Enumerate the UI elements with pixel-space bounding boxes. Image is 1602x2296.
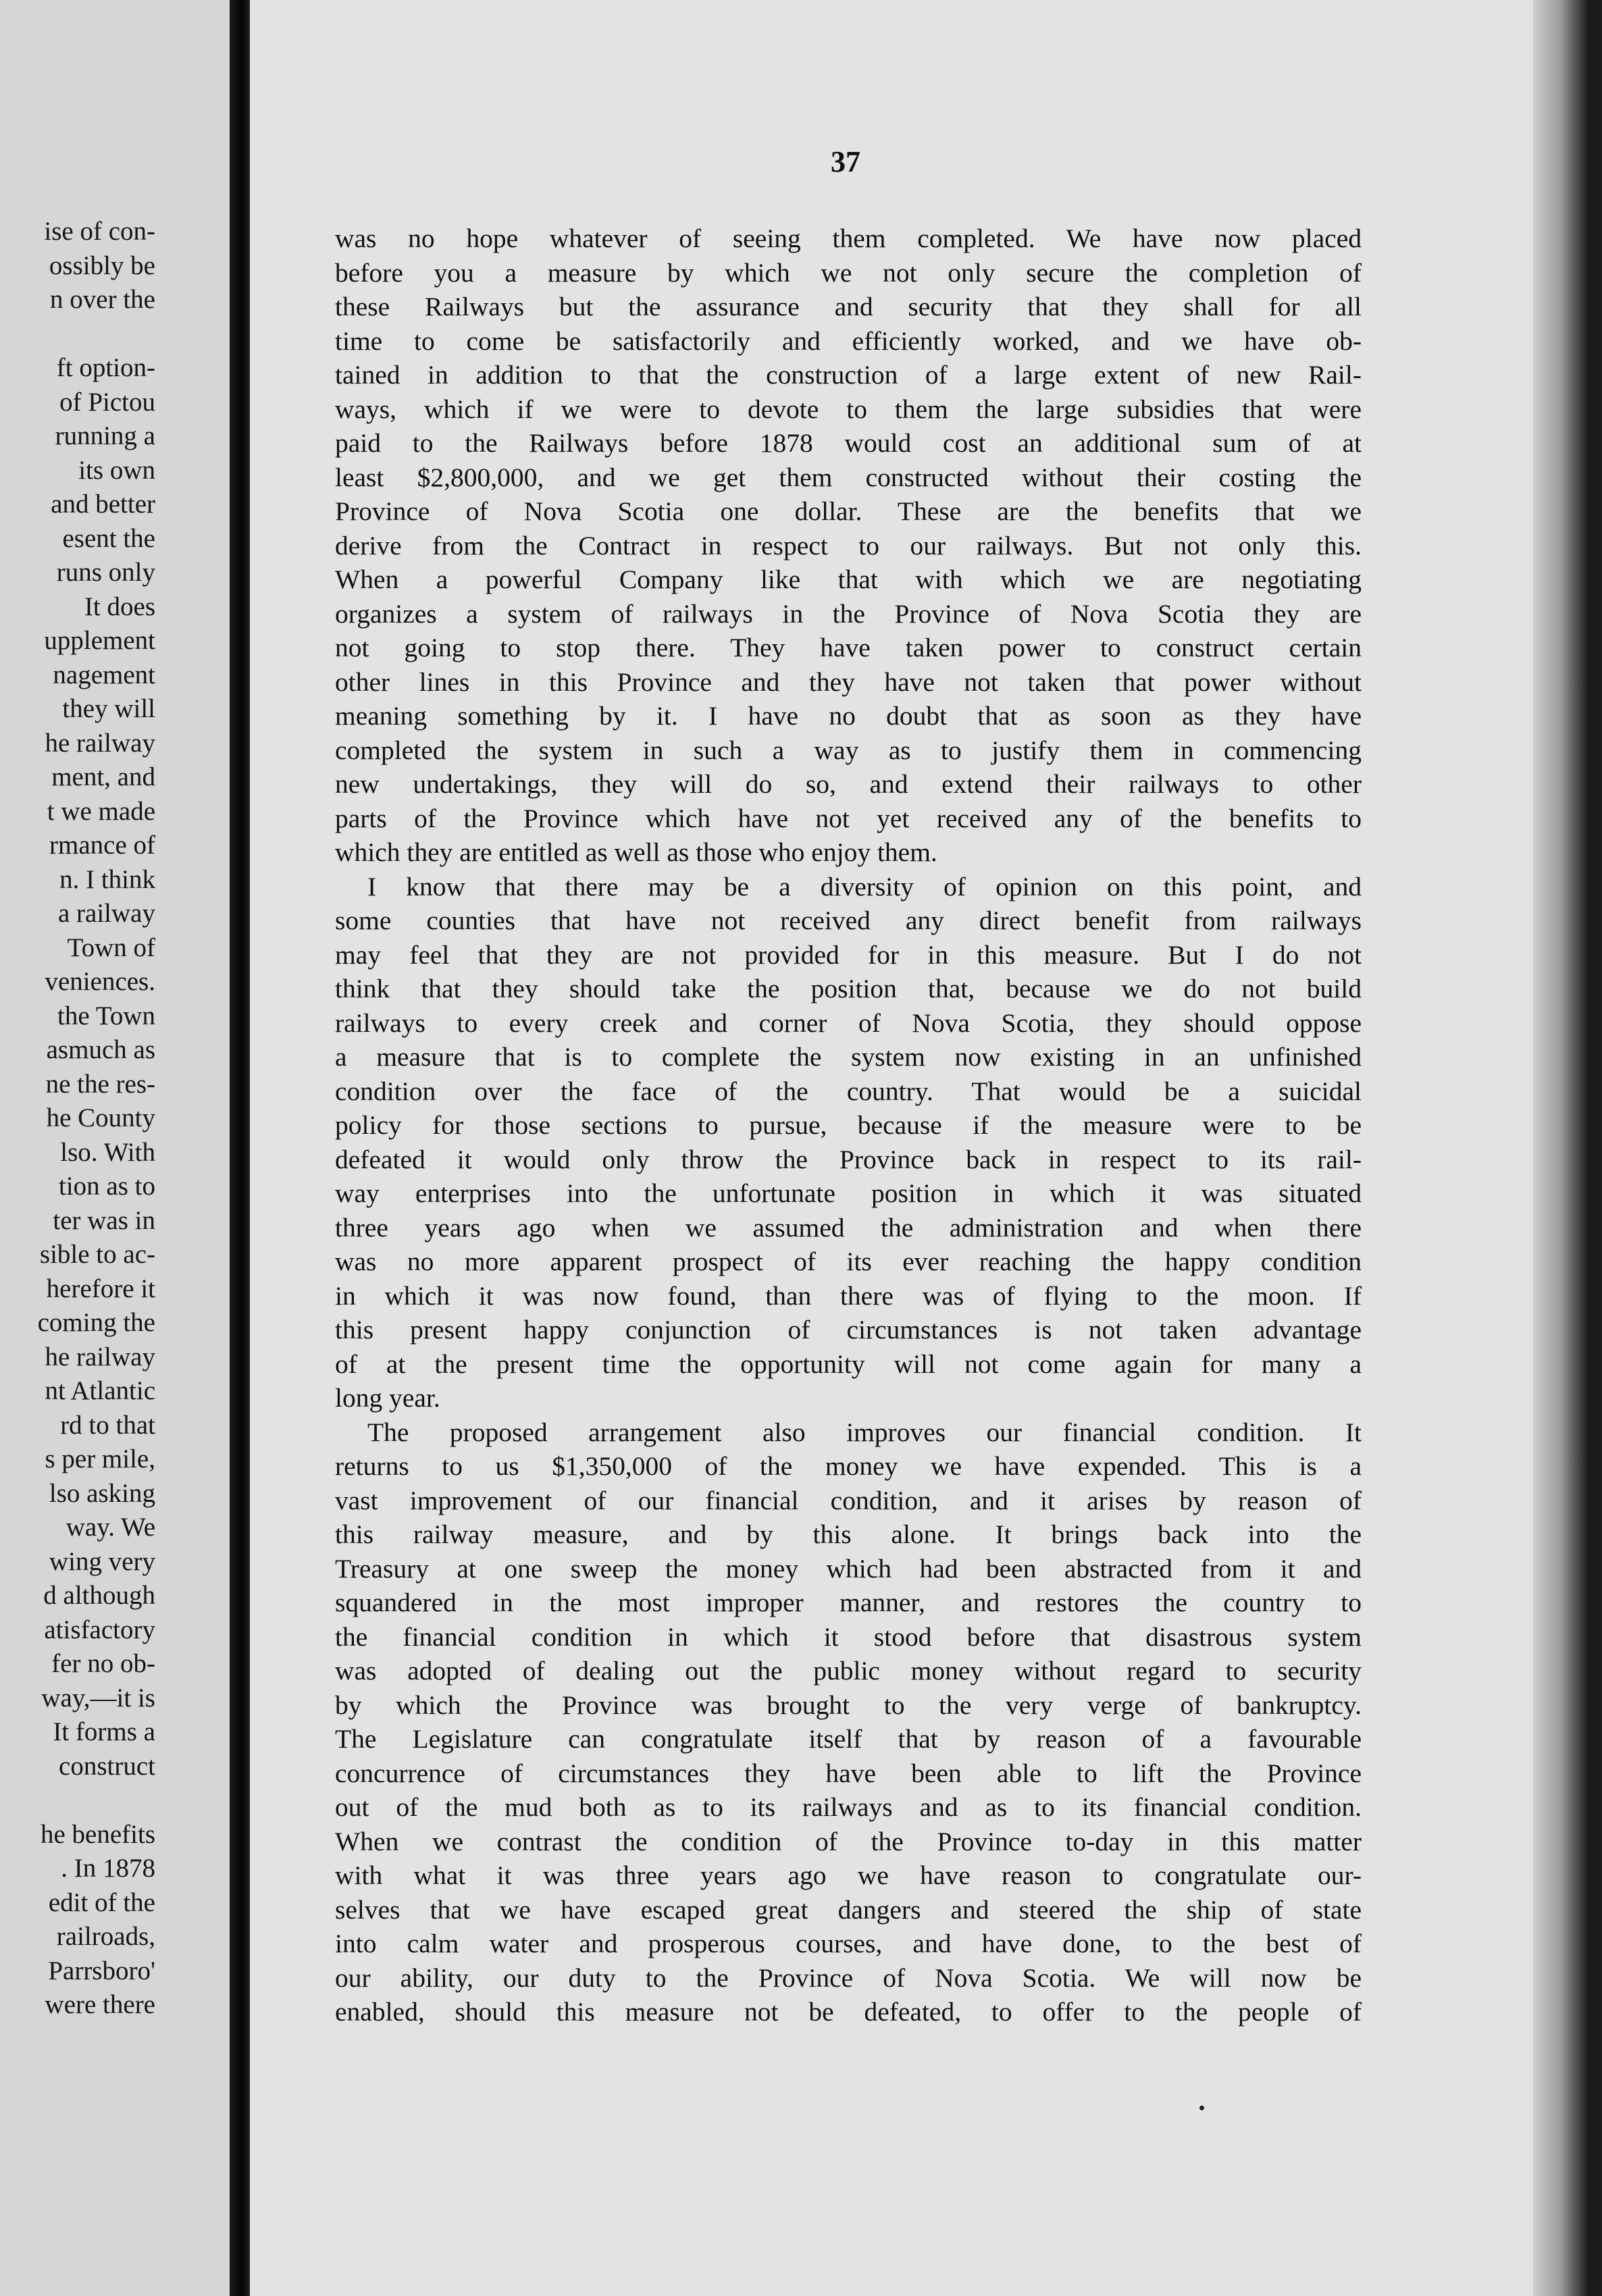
text-line: think that they should take the position that, because we do not build [335, 974, 1362, 1003]
text-line: new undertakings, they will do so, and extend their railways to other [335, 769, 1362, 799]
text-line: The proposed arrangement also improves our financial condition. It [367, 1417, 1362, 1447]
text-line: before you a measure by which we not only secure the completion of [335, 257, 1362, 288]
left-line: he benefits [40, 1819, 155, 1849]
text-line: three years ago when we assumed the administration and when there [335, 1212, 1362, 1243]
left-line: lso asking [49, 1478, 155, 1508]
left-line: t we made [47, 796, 155, 826]
text-line: least $2,800,000, and we get them constructed without their costing the [335, 462, 1362, 492]
text-line: The Legislature can congratulate itself that by reason of a favourable [335, 1724, 1362, 1754]
left-line: d although [43, 1581, 155, 1610]
left-line: ise of con- [44, 217, 155, 246]
text-line: ways, which if we were to devote to them the large subsidies that were [335, 394, 1362, 424]
left-line: veniences. [45, 967, 155, 996]
page-number: 37 [831, 145, 860, 178]
left-line: of Pictou [59, 387, 155, 417]
left-line: runs only [56, 558, 155, 587]
text-line: was adopted of dealing out the public money without regard to security [335, 1656, 1362, 1686]
text-line: defeated it would only throw the Province back in respect to its rail- [335, 1144, 1362, 1174]
left-line: fer no ob- [51, 1649, 155, 1678]
text-line: selves that we have escaped great dangers and steered the ship of state [335, 1894, 1362, 1925]
left-line: edit of the [48, 1887, 155, 1917]
left-line: n. I think [59, 864, 155, 894]
left-line: running a [55, 421, 155, 450]
left-line: wing very [49, 1546, 155, 1576]
text-line: not going to stop there. They have taken power to construct certain [335, 633, 1362, 662]
left-line: ne the res- [45, 1069, 155, 1099]
left-line [0, 317, 155, 352]
left-line: asmuch as [46, 1035, 155, 1064]
text-line: When a powerful Company like that with which we are negotiating [335, 565, 1362, 594]
left-line: nagement [53, 660, 155, 689]
text-line: was no more apparent prospect of its ever reaching the happy condition [335, 1247, 1362, 1276]
left-line: its own [78, 455, 155, 485]
left-line: nt Atlantic [45, 1376, 155, 1405]
left-line: the Town [57, 1001, 155, 1030]
text-line: our ability, our duty to the Province of Nova Scotia. We will now be [335, 1962, 1362, 1993]
text-line: of at the present time the opportunity will not come again for many a [335, 1349, 1362, 1379]
text-line: meaning something by it. I have no doubt that as soon as they have [335, 701, 1362, 731]
text-line: parts of the Province which have not yet received any of the benefits to [335, 803, 1362, 833]
left-line: and better [51, 490, 155, 519]
left-line: construct [59, 1751, 155, 1781]
text-line: may feel that they are not provided for in this measure. But I do not [335, 939, 1362, 970]
text-line: into calm water and prosperous courses, and have done, to the best of [335, 1929, 1362, 1958]
left-line: lso. With [60, 1137, 155, 1167]
text-line: long year. [335, 1383, 440, 1413]
left-page-text [0, 215, 155, 2023]
left-page [0, 0, 230, 2296]
text-line: policy for those sections to pursue, because if the measure were to be [335, 1110, 1362, 1140]
text-line: enabled, should this measure not be defeated, to offer to the people of [335, 1997, 1362, 2027]
left-line: It forms a [53, 1717, 155, 1746]
text-line: these Railways but the assurance and security that they shall for all [335, 292, 1362, 321]
left-line: ft option- [56, 353, 155, 382]
left-line: were there [45, 1990, 155, 2019]
text-line: with what it was three years ago we have reason to congratulate our- [335, 1860, 1362, 1890]
left-line: Parrsboro' [48, 1956, 155, 1985]
text-line: the financial condition in which it stood before that disastrous system [335, 1621, 1362, 1652]
text-line: was no hope whatever of seeing them completed. We have now placed [335, 224, 1362, 253]
left-line: ter was in [53, 1205, 155, 1235]
left-line: coming the [37, 1308, 155, 1337]
text-line: squandered in the most improper manner, and restores the country to [335, 1588, 1362, 1617]
left-line: upplement [44, 626, 155, 655]
left-line: ment, and [51, 762, 155, 791]
left-line: ossibly be [49, 251, 155, 280]
text-line: When we contrast the condition of the Province to-day in this matter [335, 1826, 1362, 1856]
left-line: tion as to [59, 1172, 155, 1201]
left-line: Town of [67, 933, 155, 962]
text-line: condition over the face of the country. That would be a suicidal [335, 1076, 1362, 1106]
text-line: derive from the Contract in respect to our railways. But not only this. [335, 530, 1362, 560]
text-line: concurrence of circumstances they have been able to lift the Province [335, 1758, 1362, 1788]
text-line: by which the Province was brought to the very verge of bankruptcy. [335, 1690, 1362, 1720]
text-line: which they are entitled as well as those who enjoy them. [335, 837, 937, 867]
left-line: sible to ac- [39, 1240, 155, 1269]
text-line: out of the mud both as to its railways and as to its financial condition. [335, 1792, 1362, 1822]
left-line: they will [62, 694, 155, 723]
left-line: way,—it is [41, 1683, 155, 1713]
text-line: returns to us $1,350,000 of the money we have expended. This is a [335, 1451, 1362, 1481]
left-line: he railway [45, 728, 155, 758]
text-line: paid to the Railways before 1878 would cost an additional sum of at [335, 428, 1362, 458]
text-line: a measure that is to complete the system now existing in an unfinished [335, 1042, 1362, 1072]
right-page-edge [1533, 0, 1602, 2296]
page-gutter [230, 0, 250, 2296]
text-line: some counties that have not received any direct benefit from railways [335, 906, 1362, 935]
text-line: time to come be satisfactorily and efficiently worked, and we have ob- [335, 325, 1362, 356]
text-line: this present happy conjunction of circumstances is not taken advantage [335, 1315, 1362, 1345]
left-line: a railway [57, 899, 155, 928]
left-line: railroads, [56, 1922, 155, 1951]
left-line: esent the [62, 523, 155, 553]
left-line: he County [46, 1103, 155, 1132]
text-line: vast improvement of our financial condition, and it arises by reason of [335, 1485, 1362, 1515]
text-line: completed the system in such a way as to justify them in commencing [335, 735, 1362, 765]
left-line: atisfactory [44, 1615, 155, 1644]
text-line: Province of Nova Scotia one dollar. These are the benefits that we [335, 496, 1362, 526]
left-line: way. We [66, 1513, 155, 1542]
left-line: It does [84, 592, 155, 621]
left-line: herefore it [46, 1274, 155, 1303]
ink-speck [1199, 2106, 1204, 2110]
text-line: way enterprises into the unfortunate position in which it was situated [335, 1178, 1362, 1208]
text-line: organizes a system of railways in the Province of Nova Scotia they are [335, 598, 1362, 629]
left-line: s per mile, [45, 1444, 155, 1473]
text-line: other lines in this Province and they have not taken that power without [335, 667, 1362, 697]
left-line: n over the [50, 285, 155, 314]
left-line: he railway [45, 1342, 155, 1372]
text-line: Treasury at one sweep the money which had been abstracted from it and [335, 1553, 1362, 1584]
left-line: . In 1878 [61, 1854, 155, 1883]
left-line: rmance of [49, 831, 155, 860]
left-line: rd to that [60, 1410, 155, 1440]
text-line: in which it was now found, than there was of flying to the moon. If [335, 1280, 1362, 1311]
body-text [335, 221, 1362, 2029]
text-line: I know that there may be a diversity of opinion on this point, and [367, 871, 1362, 902]
left-line [0, 1783, 155, 1818]
text-line: railways to every creek and corner of Nova Scotia, they should oppose [335, 1008, 1362, 1038]
text-line: this railway measure, and by this alone. It brings back into the [335, 1519, 1362, 1549]
text-line: tained in addition to that the construction of a large extent of new Rail- [335, 360, 1362, 390]
